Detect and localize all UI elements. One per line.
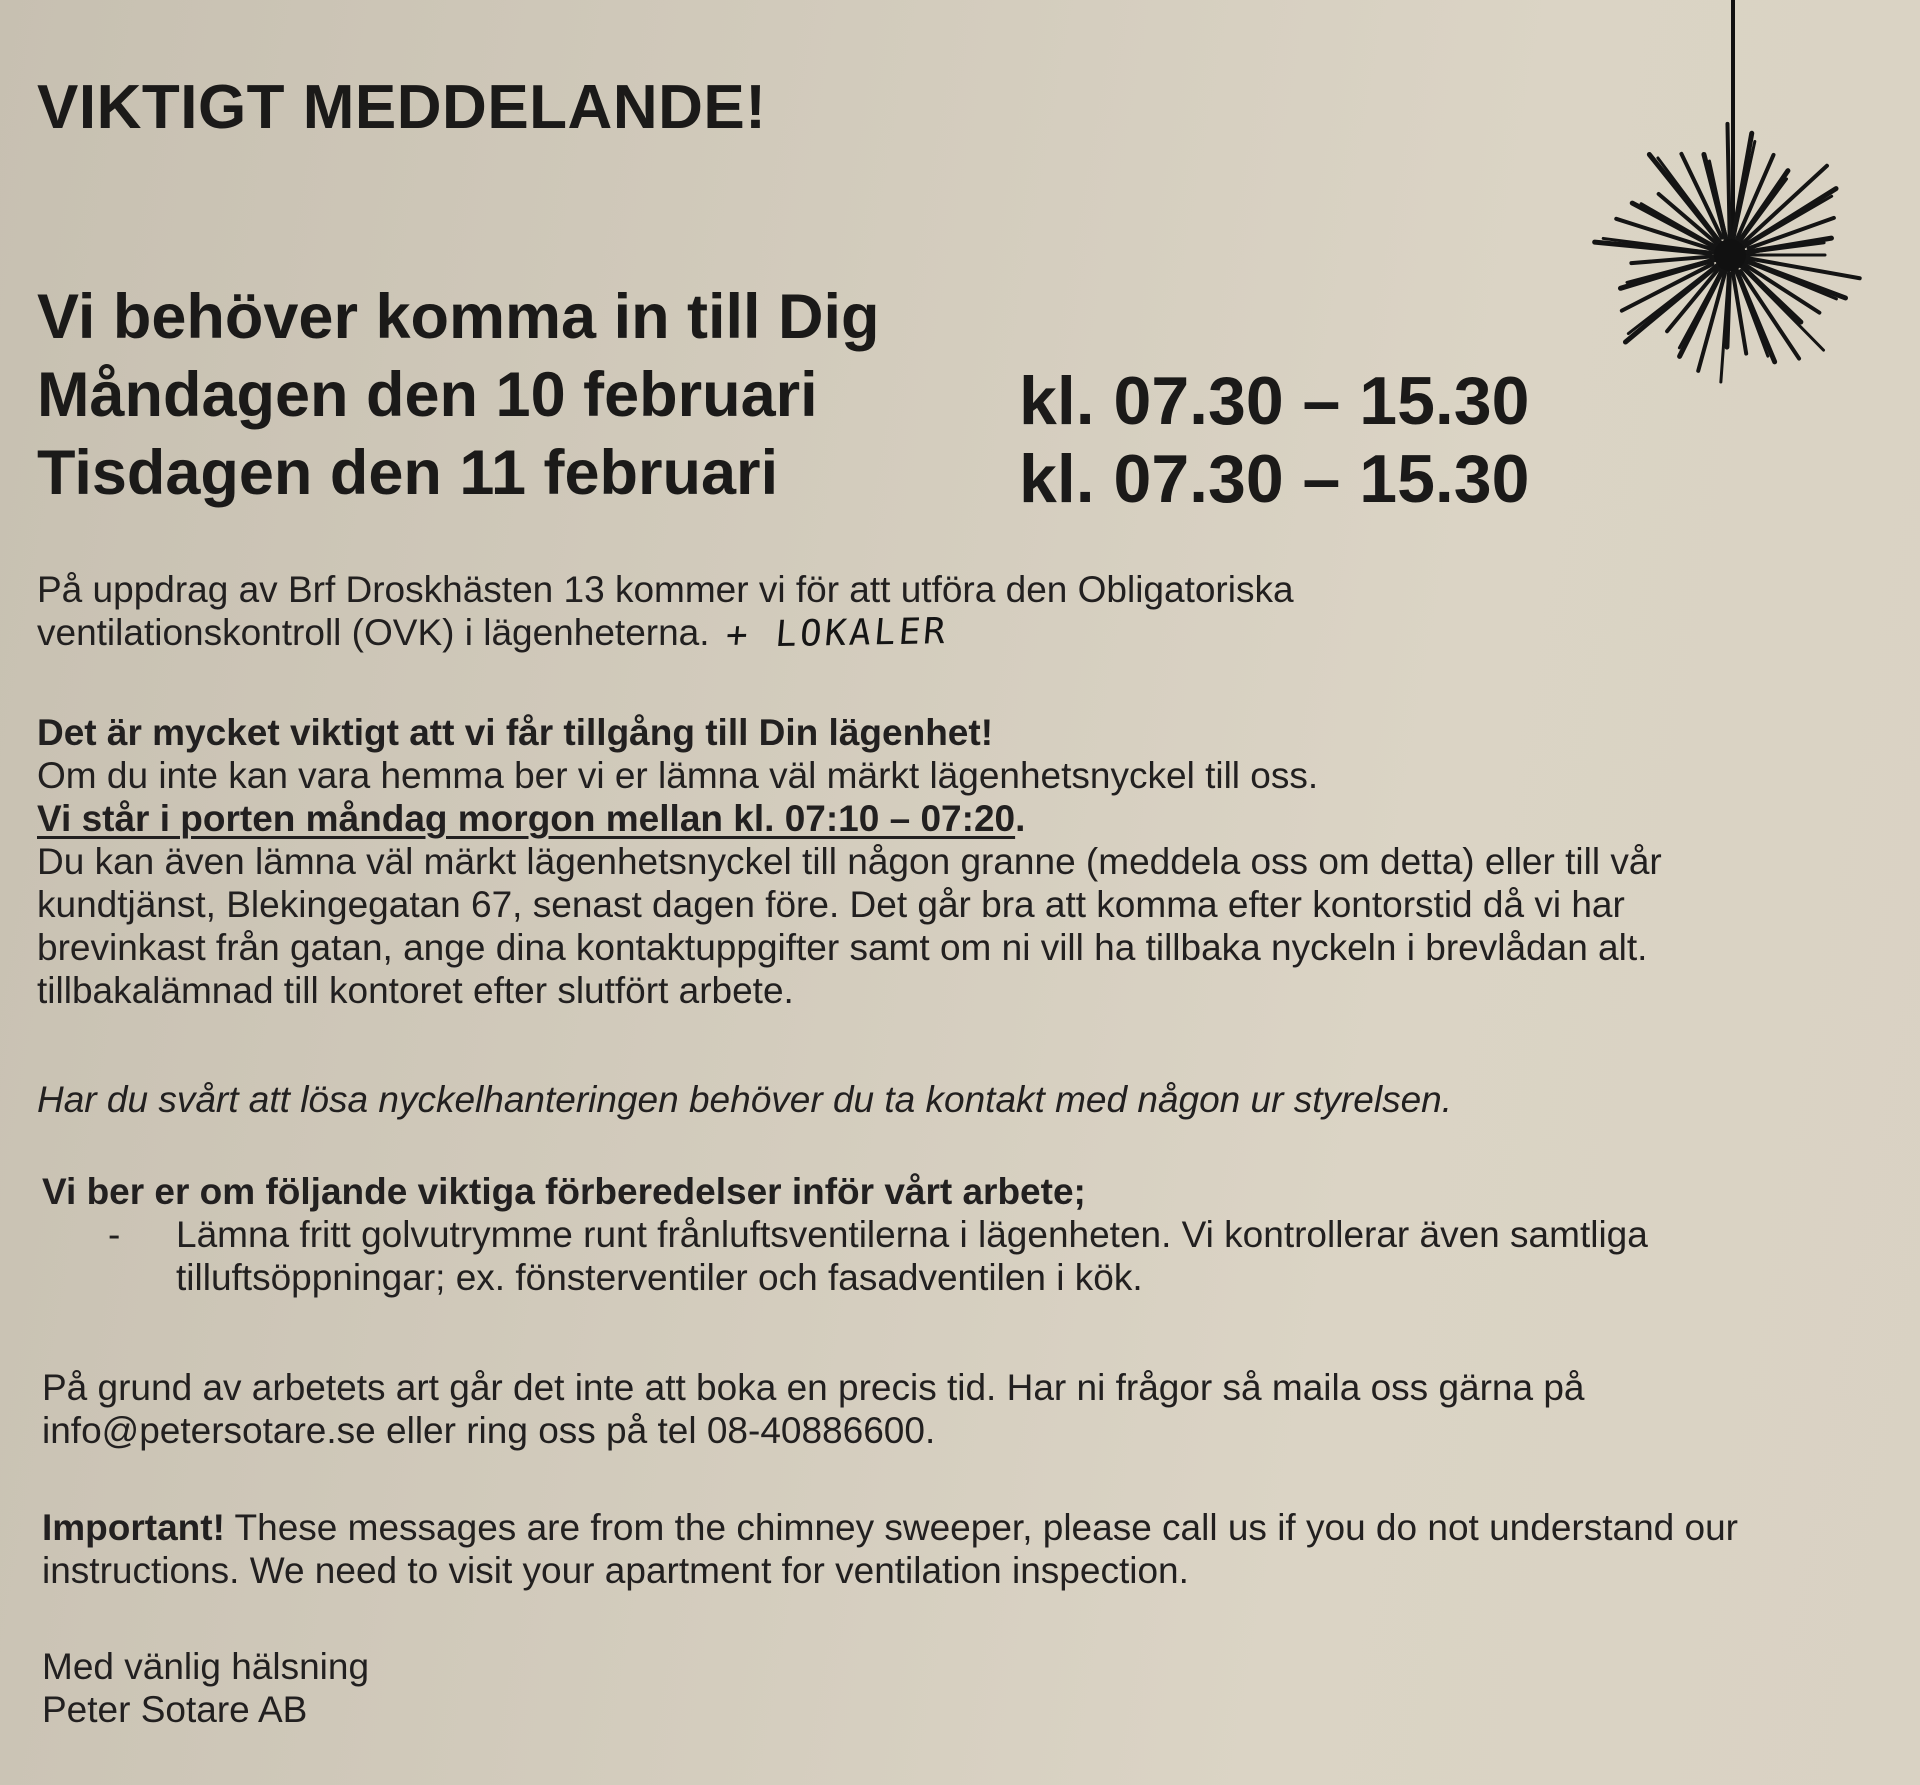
hanging-star-ornament-icon [1570, 0, 1880, 420]
contact-paragraph [42, 1366, 1585, 1452]
closing-company: Peter Sotare AB [42, 1689, 308, 1730]
english-paragraph [42, 1506, 1738, 1592]
visit-day: Tisdagen den 11 februari [37, 438, 779, 508]
visit-schedule [37, 278, 1530, 517]
access-porten-line: Vi står i porten måndag morgon mellan kl. 07:10 – 07:20 [37, 798, 1016, 839]
closing [42, 1645, 369, 1731]
handwritten-note: + LOKALER [724, 611, 950, 656]
access-key-line: Om du inte kan vara hemma ber vi er lämna väl märkt lägenhetsnyckel till oss. [37, 755, 1319, 796]
list-dash: - [108, 1214, 121, 1255]
access-paragraph [37, 711, 1662, 1012]
english-label: Important! [42, 1507, 225, 1548]
preparations-heading: Vi ber er om följande viktiga förberedelser inför vårt arbete; [42, 1171, 1086, 1212]
visit-time: kl. 07.30 – 15.30 [1019, 441, 1530, 517]
preparations-list-item [42, 1213, 1648, 1299]
visit-row-monday [37, 356, 1530, 439]
neighbor-line: kundtjänst, Blekingegatan 67, senast dagen före. Det går bra att komma efter kontorstid då vi har [37, 884, 1625, 925]
access-porten-row [37, 797, 1662, 840]
visit-row-tuesday [37, 434, 1530, 517]
intro-paragraph [37, 568, 1294, 655]
neighbor-line: tillbakalämnad till kontoret efter slutfört arbete. [37, 970, 794, 1011]
neighbor-line: brevinkast från gatan, ange dina kontaktuppgifter samt om ni vill ha tillbaka nyckeln i brevlådan alt. [37, 927, 1648, 968]
access-porten-end: . [1015, 798, 1026, 839]
list-item-line: Lämna fritt golvutrymme runt frånluftsventilerna i lägenheten. Vi kontrollerar även samtliga [176, 1214, 1648, 1255]
visit-heading: Vi behöver komma in till Dig [37, 282, 880, 352]
intro-line-text: ventilationskontroll (OVK) i lägenheterna. [37, 612, 710, 653]
intro-line-2 [37, 611, 1294, 655]
english-line-1 [42, 1506, 1738, 1549]
closing-greeting: Med vänlig hälsning [42, 1646, 370, 1687]
visit-time: kl. 07.30 – 15.30 [1019, 363, 1530, 439]
contact-line: På grund av arbetets art går det inte att boka en precis tid. Har ni frågor så maila oss gärna på [42, 1367, 1585, 1408]
notice-title: VIKTIGT MEDDELANDE! [37, 73, 767, 142]
english-line-2: instructions. We need to visit your apartment for ventilation inspection. [42, 1550, 1189, 1591]
access-important-line: Det är mycket viktigt att vi får tillgång till Din lägenhet! [37, 712, 994, 753]
english-text: These messages are from the chimney sweeper, please call us if you do not understand our [224, 1507, 1738, 1548]
neighbor-line: Du kan även lämna väl märkt lägenhetsnyckel till någon granne (meddela oss om detta) eller till vår [37, 841, 1662, 882]
list-item-line: tilluftsöppningar; ex. fönsterventiler och fasadventilen i kök. [176, 1257, 1143, 1298]
intro-line: På uppdrag av Brf Droskhästen 13 kommer vi för att utföra den Obligatoriska [37, 569, 1294, 610]
contact-line: info@petersotare.se eller ring oss på tel 08-40886600. [42, 1410, 936, 1451]
visit-day: Måndagen den 10 februari [37, 360, 818, 430]
preparations-section [42, 1170, 1648, 1299]
board-note: Har du svårt att lösa nyckelhanteringen behöver du ta kontakt med någon ur styrelsen. [37, 1079, 1453, 1120]
